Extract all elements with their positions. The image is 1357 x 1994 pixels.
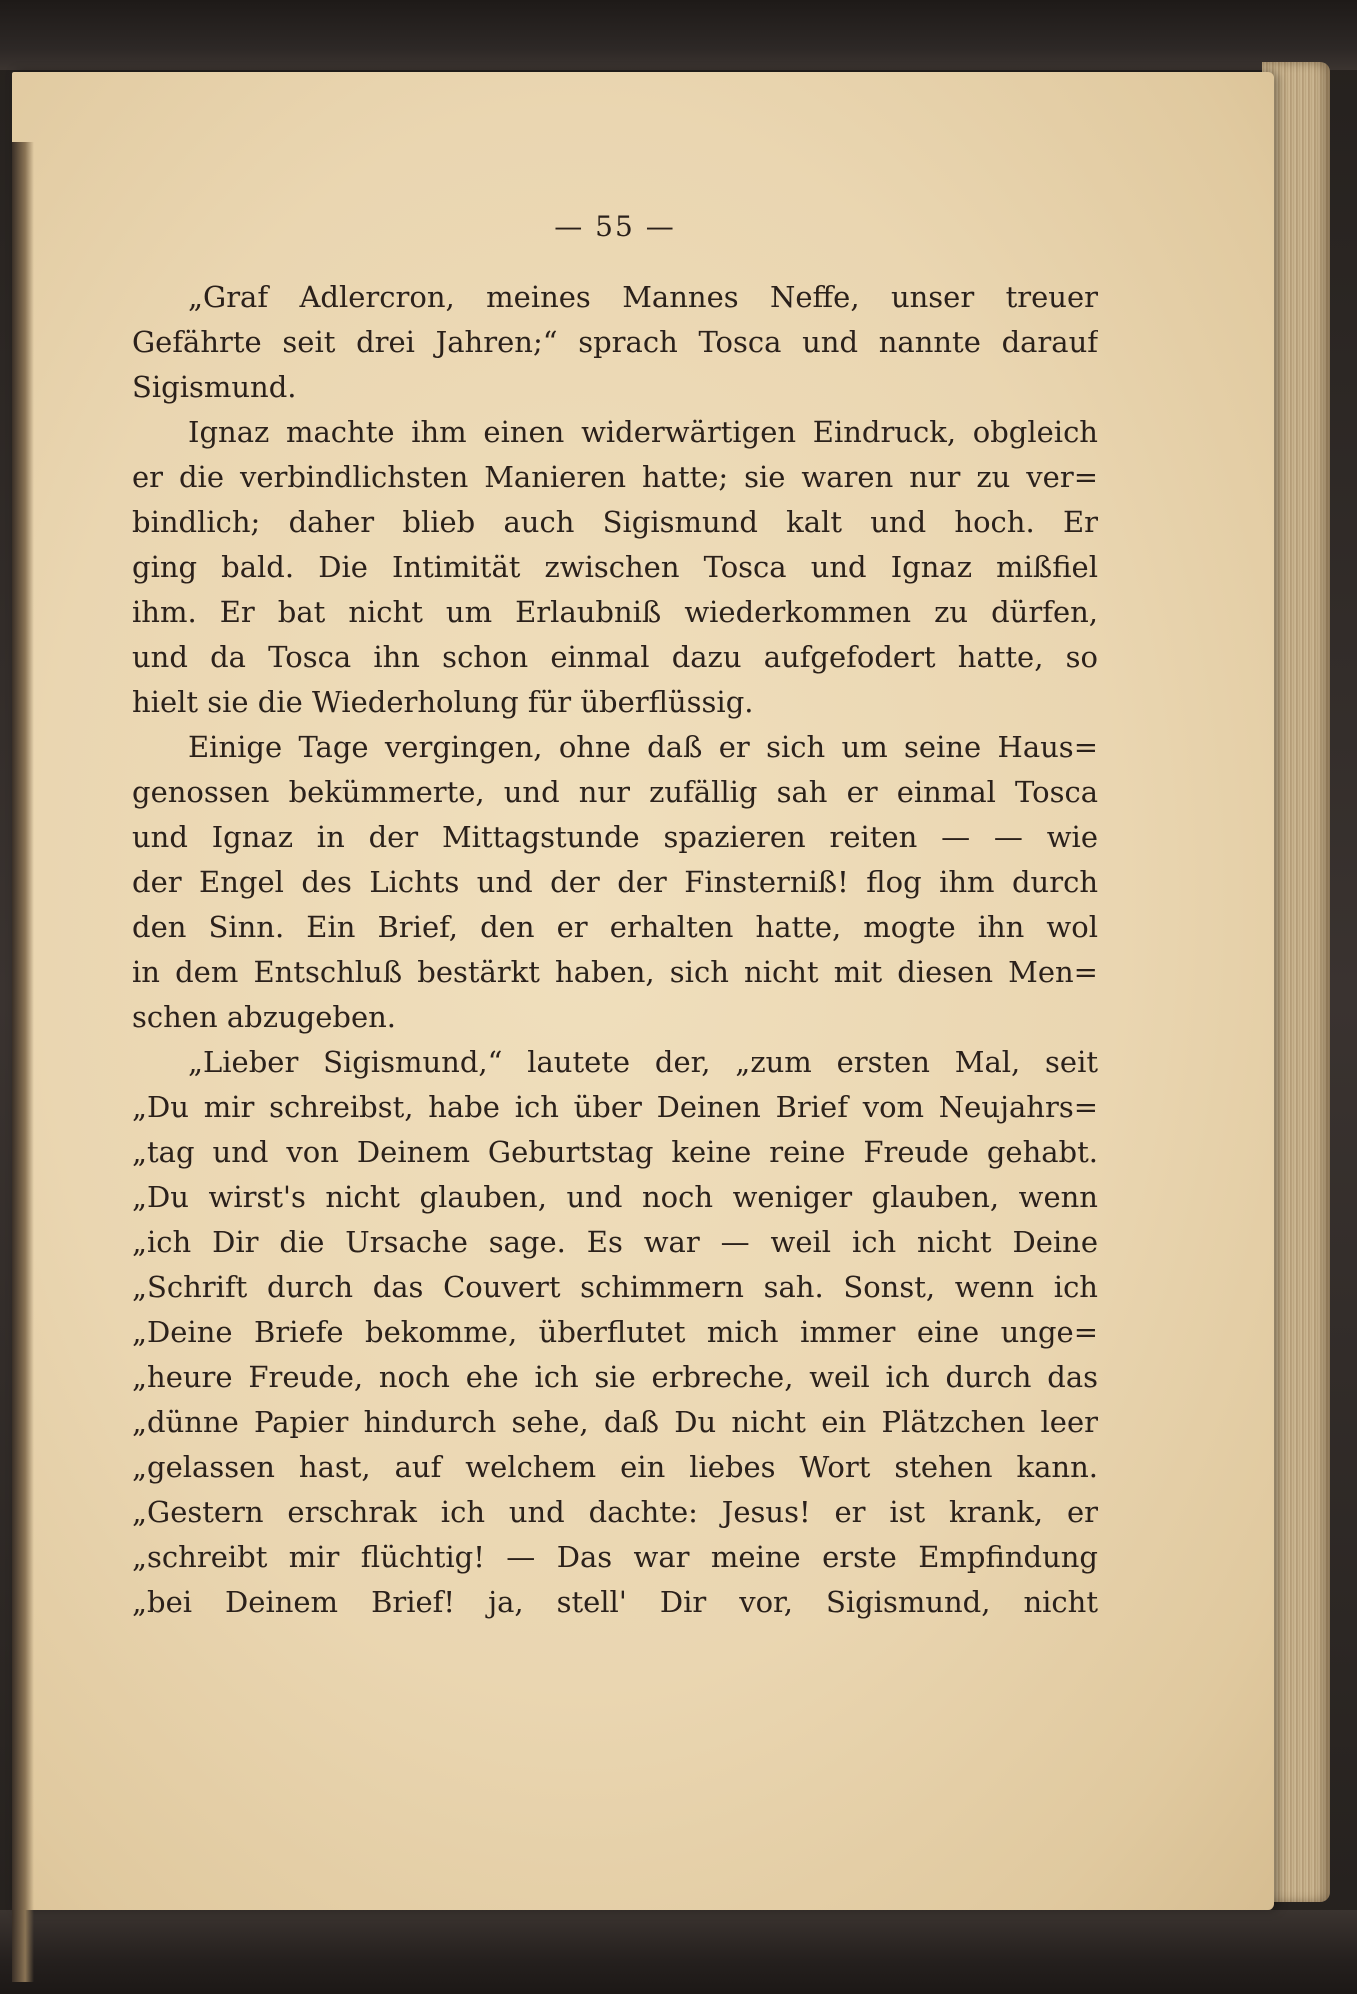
text-line: in dem Entschluß bestärkt haben, sich nicht mit diesen Men=	[132, 955, 1098, 989]
text-line: „ich Dir die Ursache sage. Es war — weil ich nicht Deine	[132, 1225, 1098, 1259]
text-line: „Graf Adlercron, meines Mannes Neffe, unser treuer	[188, 280, 1098, 314]
book-cover-bottom	[0, 1910, 1357, 1994]
text-line: er die verbindlichsten Manieren hatte; sie waren nur zu ver=	[132, 460, 1098, 494]
text-block	[132, 207, 1098, 1625]
page-number: — 55 —	[554, 210, 676, 243]
text-line: „Du mir schreibst, habe ich über Deinen Brief vom Neujahrs=	[132, 1090, 1098, 1124]
text-line: den Sinn. Ein Brief, den er erhalten hatte, mogte ihn wol	[132, 910, 1098, 944]
text-line: „heure Freude, noch ehe ich sie erbreche, weil ich durch das	[132, 1360, 1098, 1394]
spine-shadow	[12, 142, 34, 1982]
text-line: „gelassen hast, auf welchem ein liebes Wort stehen kann.	[132, 1450, 1098, 1484]
text-line: Ignaz machte ihm einen widerwärtigen Eindruck, obgleich	[188, 415, 1098, 449]
text-line: „tag und von Deinem Geburtstag keine reine Freude gehabt.	[132, 1135, 1098, 1169]
book-page	[12, 72, 1274, 1910]
text-line: ging bald. Die Intimität zwischen Tosca und Ignaz mißfiel	[132, 550, 1098, 584]
text-line: „Du wirst's nicht glauben, und noch weniger glauben, wenn	[132, 1180, 1098, 1214]
text-line: „Lieber Sigismund,“ lautete der, „zum ersten Mal, seit	[188, 1045, 1098, 1079]
text-line: hielt sie die Wiederholung für überflüssig.	[132, 685, 754, 719]
text-line: ihm. Er bat nicht um Erlaubniß wiederkommen zu dürfen,	[132, 595, 1098, 629]
text-line: bindlich; daher blieb auch Sigismund kalt und hoch. Er	[132, 505, 1098, 539]
text-line: der Engel des Lichts und der der Finsterniß! flog ihm durch	[132, 865, 1098, 899]
book-cover-top	[0, 0, 1357, 70]
text-line: Sigismund.	[132, 370, 297, 404]
text-line: und Ignaz in der Mittagstunde spazieren reiten — — wie	[132, 820, 1098, 854]
text-line: „schreibt mir flüchtig! — Das war meine erste Empfindung	[132, 1540, 1098, 1574]
text-line: Einige Tage vergingen, ohne daß er sich um seine Haus=	[188, 730, 1098, 764]
text-line: „bei Deinem Brief! ja, stell' Dir vor, Sigismund, nicht	[132, 1585, 1098, 1619]
text-line: und da Tosca ihn schon einmal dazu aufgefodert hatte, so	[132, 640, 1098, 674]
text-line: „dünne Papier hindurch sehe, daß Du nicht ein Plätzchen leer	[132, 1405, 1098, 1439]
text-line: „Schrift durch das Couvert schimmern sah. Sonst, wenn ich	[132, 1270, 1098, 1304]
text-line: genossen bekümmerte, und nur zufällig sah er einmal Tosca	[132, 775, 1098, 809]
text-line: Gefährte seit drei Jahren;“ sprach Tosca und nannte darauf	[132, 325, 1098, 359]
body-text	[132, 275, 1098, 1625]
text-line: schen abzugeben.	[132, 1000, 397, 1034]
text-line: „Gestern erschrak ich und dachte: Jesus! er ist krank, er	[132, 1495, 1098, 1529]
text-line: „Deine Briefe bekomme, überflutet mich immer eine unge=	[132, 1315, 1098, 1349]
